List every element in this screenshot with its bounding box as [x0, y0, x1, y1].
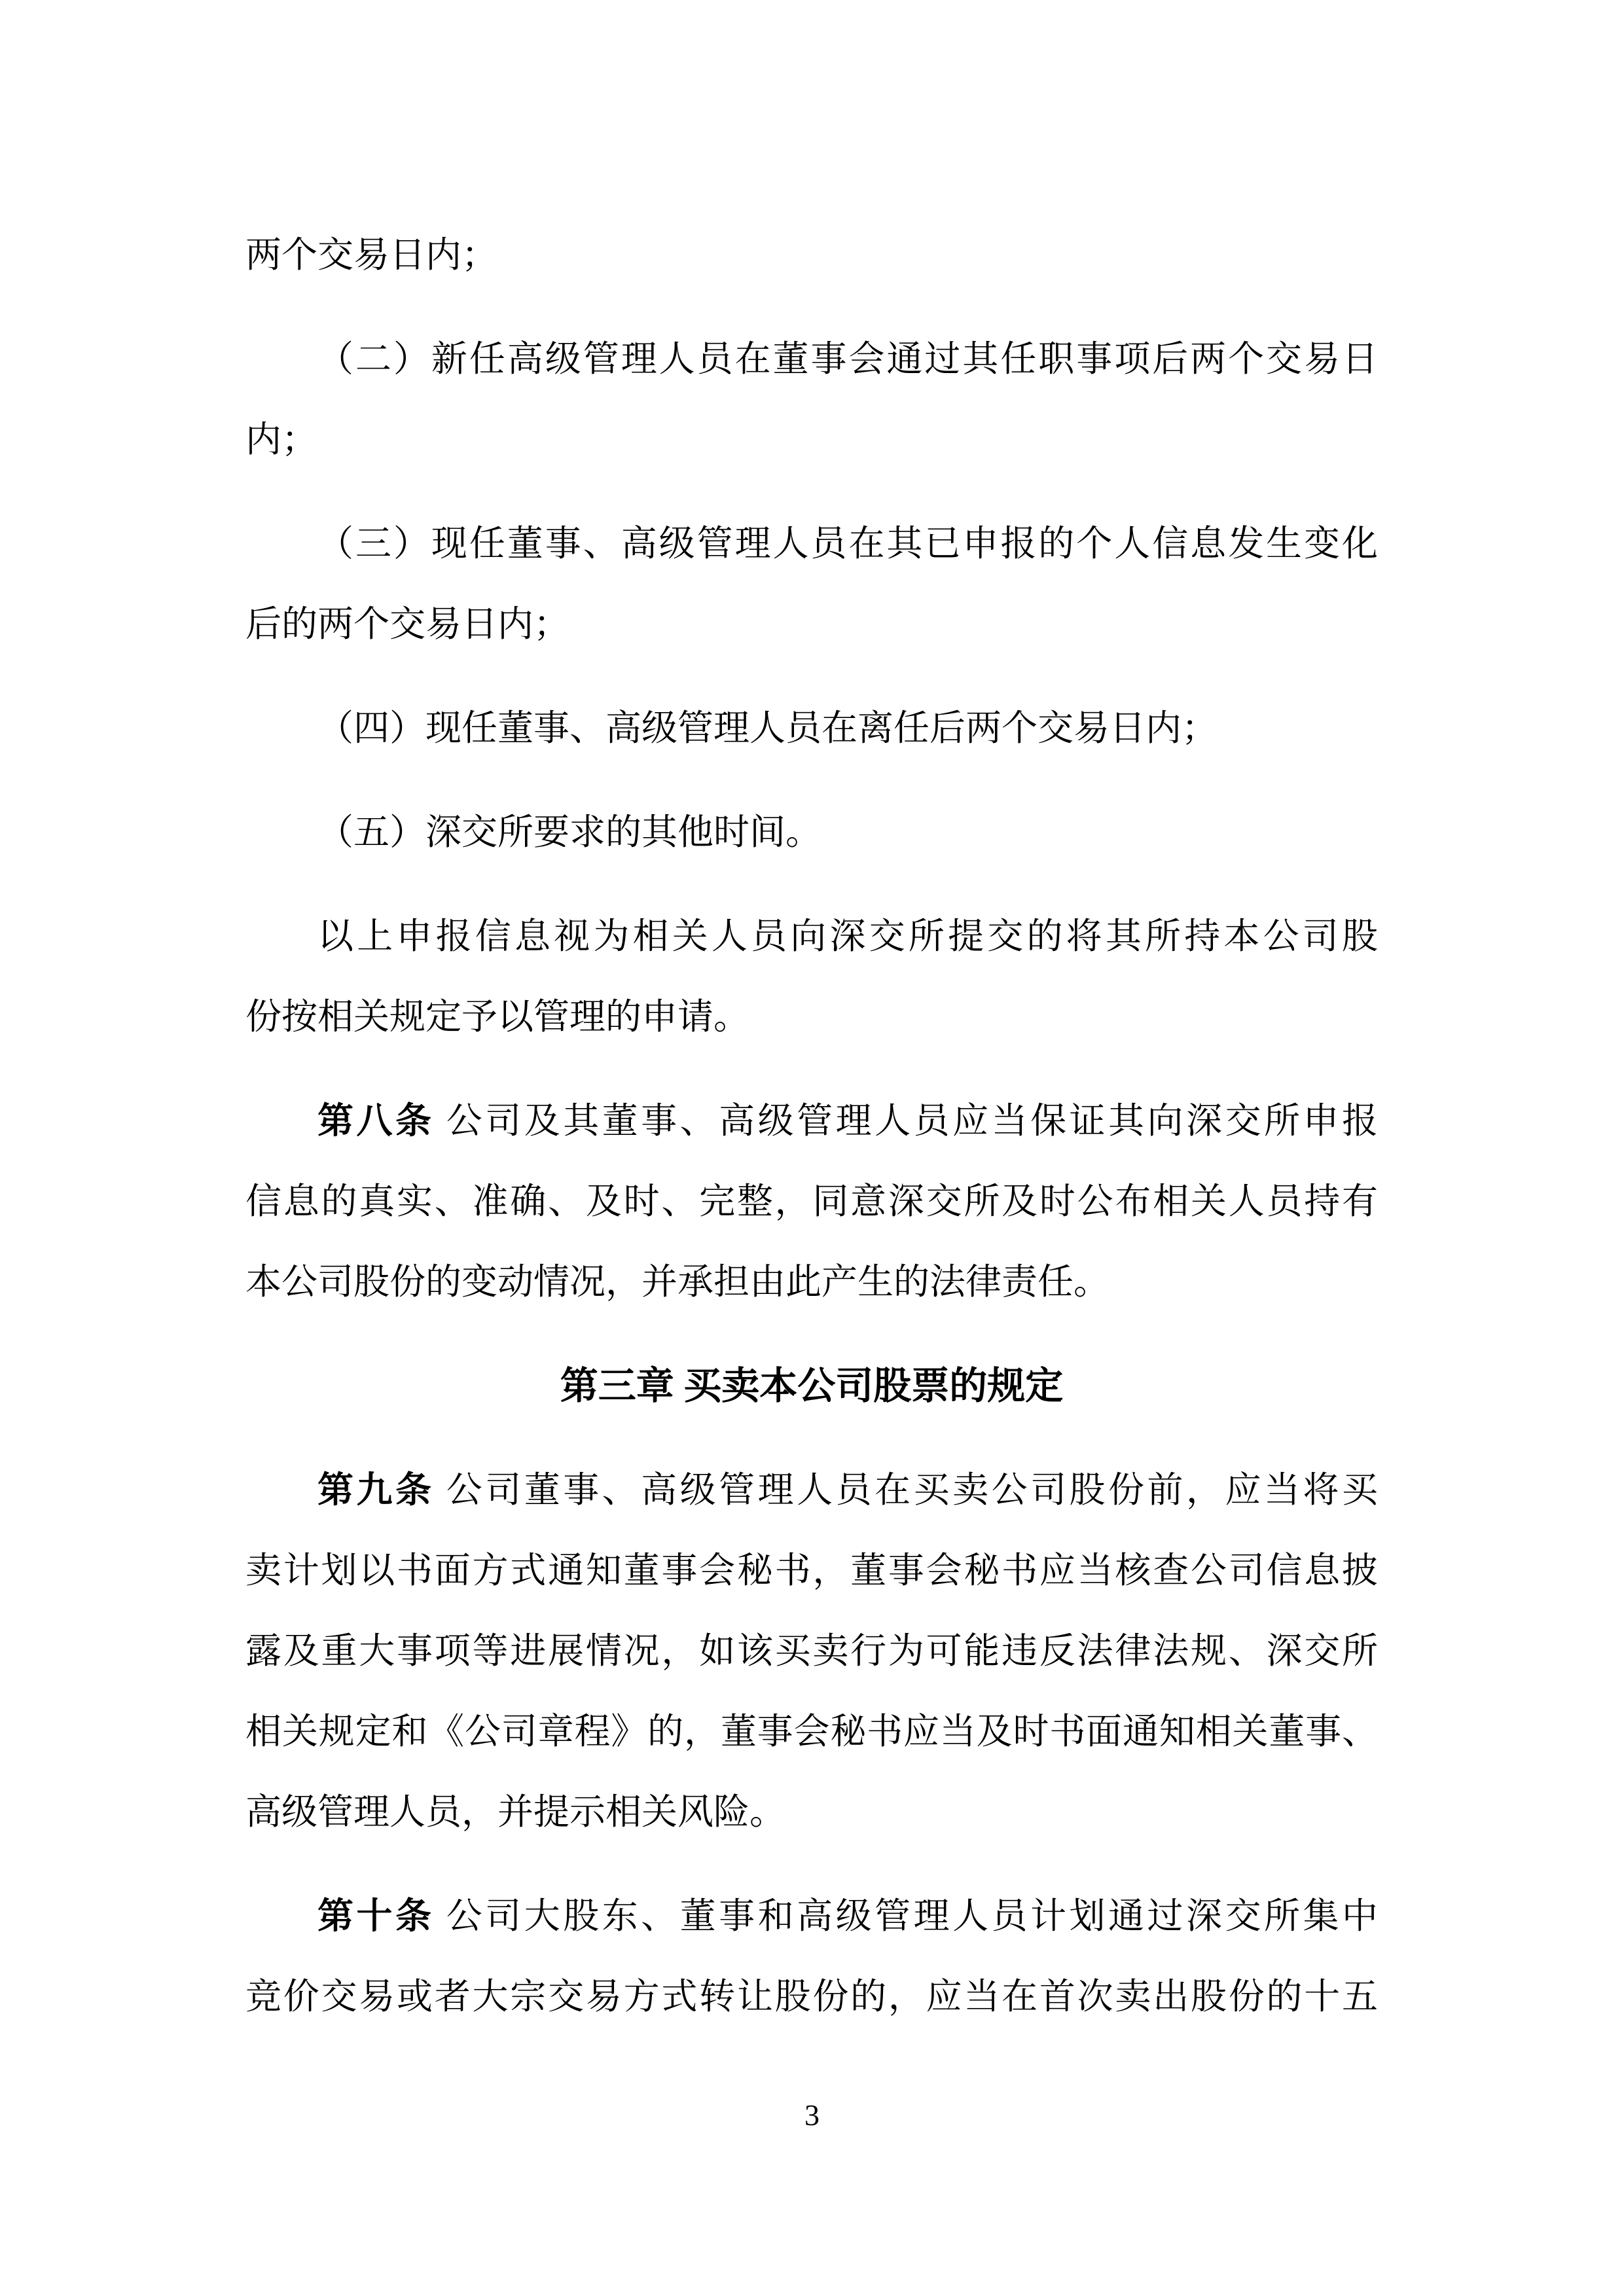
text-line: 第三章 买卖本公司股票的规定: [560, 1365, 1064, 1407]
text-line: 内；: [245, 420, 318, 459]
text-line: （五）深交所要求的其他时间。: [317, 812, 822, 852]
paragraph: [245, 1876, 1378, 2037]
text-line: 第十条 公司大股东、董事和高级管理人员计划通过深交所集中: [317, 1896, 1378, 1936]
paragraph: [245, 215, 1378, 295]
paragraph: [245, 503, 1378, 664]
text-line: 本公司股份的变动情况，并承担由此产生的法律责任。: [245, 1262, 1110, 1302]
text-line: （二）新任高级管理人员在董事会通过其任职事项后两个交易日: [317, 339, 1378, 379]
paragraph: [245, 896, 1378, 1057]
paragraph: [245, 688, 1378, 768]
paragraph: [245, 1081, 1378, 1322]
paragraph: [245, 1450, 1378, 1852]
chapter-heading: [245, 1346, 1378, 1426]
article-number: 第九条: [317, 1470, 435, 1510]
text-line: （三）现任董事、高级管理人员在其已申报的个人信息发生变化: [317, 524, 1378, 564]
article-number: 第八条: [317, 1101, 435, 1141]
text-line: 竞价交易或者大宗交易方式转让股份的，应当在首次卖出股份的十五: [245, 1977, 1378, 2017]
text-line: 露及重大事项等进展情况，如该买卖行为可能违反法律法规、深交所: [245, 1631, 1378, 1671]
text-line: 信息的真实、准确、及时、完整，同意深交所及时公布相关人员持有: [245, 1181, 1378, 1221]
text-line: 卖计划以书面方式通知董事会秘书，董事会秘书应当核查公司信息披: [245, 1551, 1378, 1590]
page-number: 3: [804, 2098, 820, 2132]
text-line: （四）现任董事、高级管理人员在离任后两个交易日内；: [317, 708, 1218, 748]
paragraph: [245, 319, 1378, 480]
text-line: 后的两个交易日内；: [245, 604, 570, 644]
text-line: 相关规定和《公司章程》的，董事会秘书应当及时书面通知相关董事、: [245, 1712, 1378, 1751]
text-line: 高级管理人员，并提示相关风险。: [245, 1792, 786, 1832]
article-number: 第十条: [317, 1896, 435, 1936]
text-line: 两个交易日内；: [245, 235, 498, 275]
text-line: 第八条 公司及其董事、高级管理人员应当保证其向深交所申报: [317, 1101, 1378, 1141]
text-line: 第九条 公司董事、高级管理人员在买卖公司股份前，应当将买: [317, 1470, 1378, 1510]
document-body: [245, 215, 1378, 2060]
text-line: 以上申报信息视为相关人员向深交所提交的将其所持本公司股: [317, 916, 1378, 956]
text-line: 份按相关规定予以管理的申请。: [245, 997, 750, 1037]
paragraph: [245, 792, 1378, 872]
